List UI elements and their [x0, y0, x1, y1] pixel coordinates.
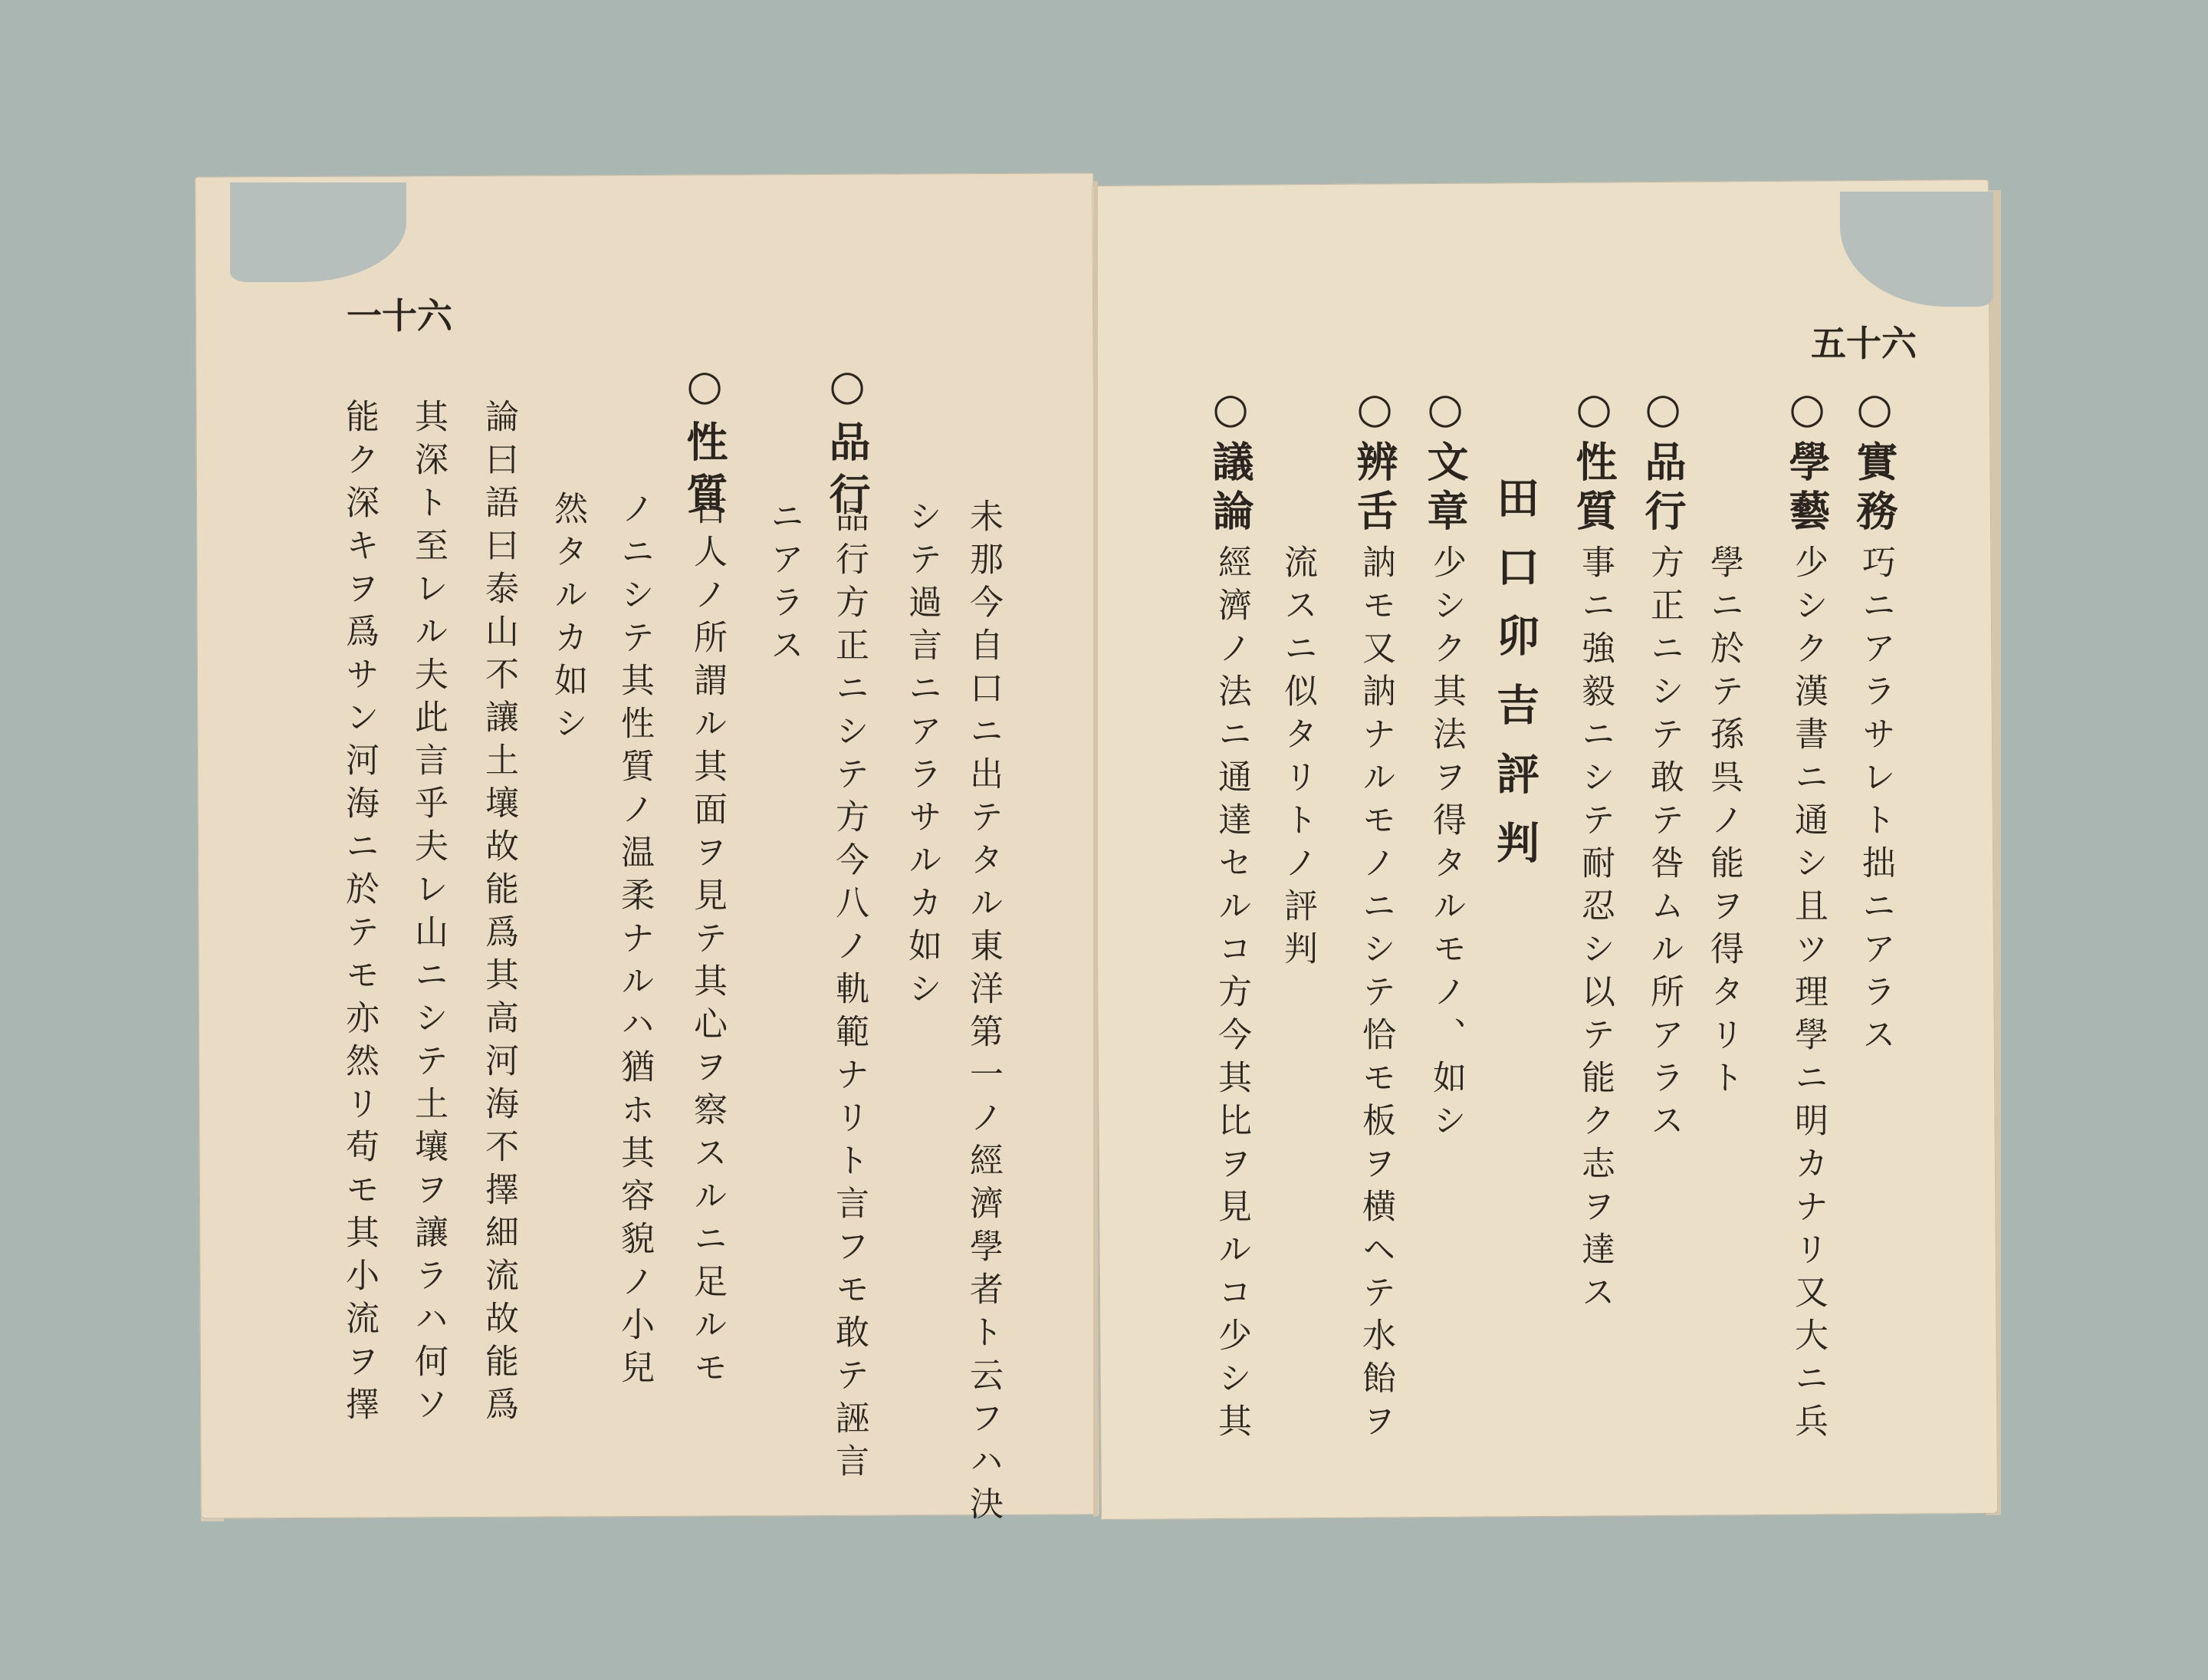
left-column-1: 未那今自口ニ出テタル東洋第一ノ經濟學者ト云フハ決 [964, 498, 1003, 1529]
right-heading-4: ○品行 [1638, 383, 1687, 538]
right-text-9: 經濟ノ法ニ通達セルコ方今其比ヲ見ルコ少シ其 [1212, 544, 1251, 1446]
left-column-6: ノニシテ其性質ノ温柔ナルハ猶ホ其容貌ノ小兒 [615, 491, 654, 1392]
left-column-2: シテ過言ニアラサルカ如シ [902, 498, 941, 1014]
left-column-3: 品行方正ニシテ方今八ノ軌範ナリト言フモ敢テ誣言 [830, 498, 869, 1486]
book-spine [1093, 181, 1098, 1517]
left-column-7: 然タルカ如シ [548, 491, 587, 748]
left-column-8: 論曰語曰泰山不讓土壤故能爲其高河海不擇細流故能爲 [479, 399, 518, 1429]
left-heading-conduct: ○品行 [823, 360, 872, 524]
right-heading-5: ○性質 [1569, 383, 1618, 538]
left-column-9: 其深ト至レル夫此言乎夫レ山ニシテ土壤ヲ讓ラハ何ソ [409, 399, 448, 1429]
right-text-5: 事ニ強毅ニシテ耐忍シ以テ能ク志ヲ達ス [1576, 544, 1615, 1317]
right-heading-7: ○辨舌 [1350, 383, 1399, 538]
right-text-8: 流スニ似タリトノ評判 [1278, 544, 1317, 974]
right-page-number: 五十六 [1811, 323, 1917, 364]
right-page-title: 田口卯吉評判 [1490, 475, 1540, 889]
right-text-4: 方正ニシテ敢テ咎ムル所アラス [1644, 544, 1684, 1146]
right-heading-6: ○文章 [1421, 383, 1470, 538]
right-text-3: 學ニ於テ孫呉ノ能ヲ得タリト [1704, 544, 1743, 1103]
left-page-number: 一十六 [347, 295, 452, 337]
right-heading-9: ○議論 [1206, 383, 1255, 538]
left-column-10: 能ク深キヲ爲サン河海ニ於テモ亦然リ苟モ其小流ヲ擇 [340, 399, 379, 1429]
left-column-4: ニアラス [764, 498, 803, 670]
right-text-1: 巧ニアラサレト拙ニアラス [1856, 544, 1895, 1060]
right-text-7: 訥モ又訥ナルモノニシテ恰モ板ヲ横ヘテ水飴ヲ [1356, 544, 1395, 1446]
right-heading-1: ○實務 [1850, 383, 1899, 538]
right-text-2: 少シク漢書ニ通シ且ツ理學ニ明カナリ又大ニ兵 [1789, 544, 1828, 1446]
left-heading-character: ○性質 [680, 360, 729, 524]
right-heading-2: ○學藝 [1783, 383, 1832, 538]
right-text-6: 少シク其法ヲ得タルモノ、如シ [1427, 544, 1466, 1146]
left-column-5: 古人ノ所謂ル其面ヲ見テ其心ヲ察スルニ足ルモ [688, 491, 727, 1392]
